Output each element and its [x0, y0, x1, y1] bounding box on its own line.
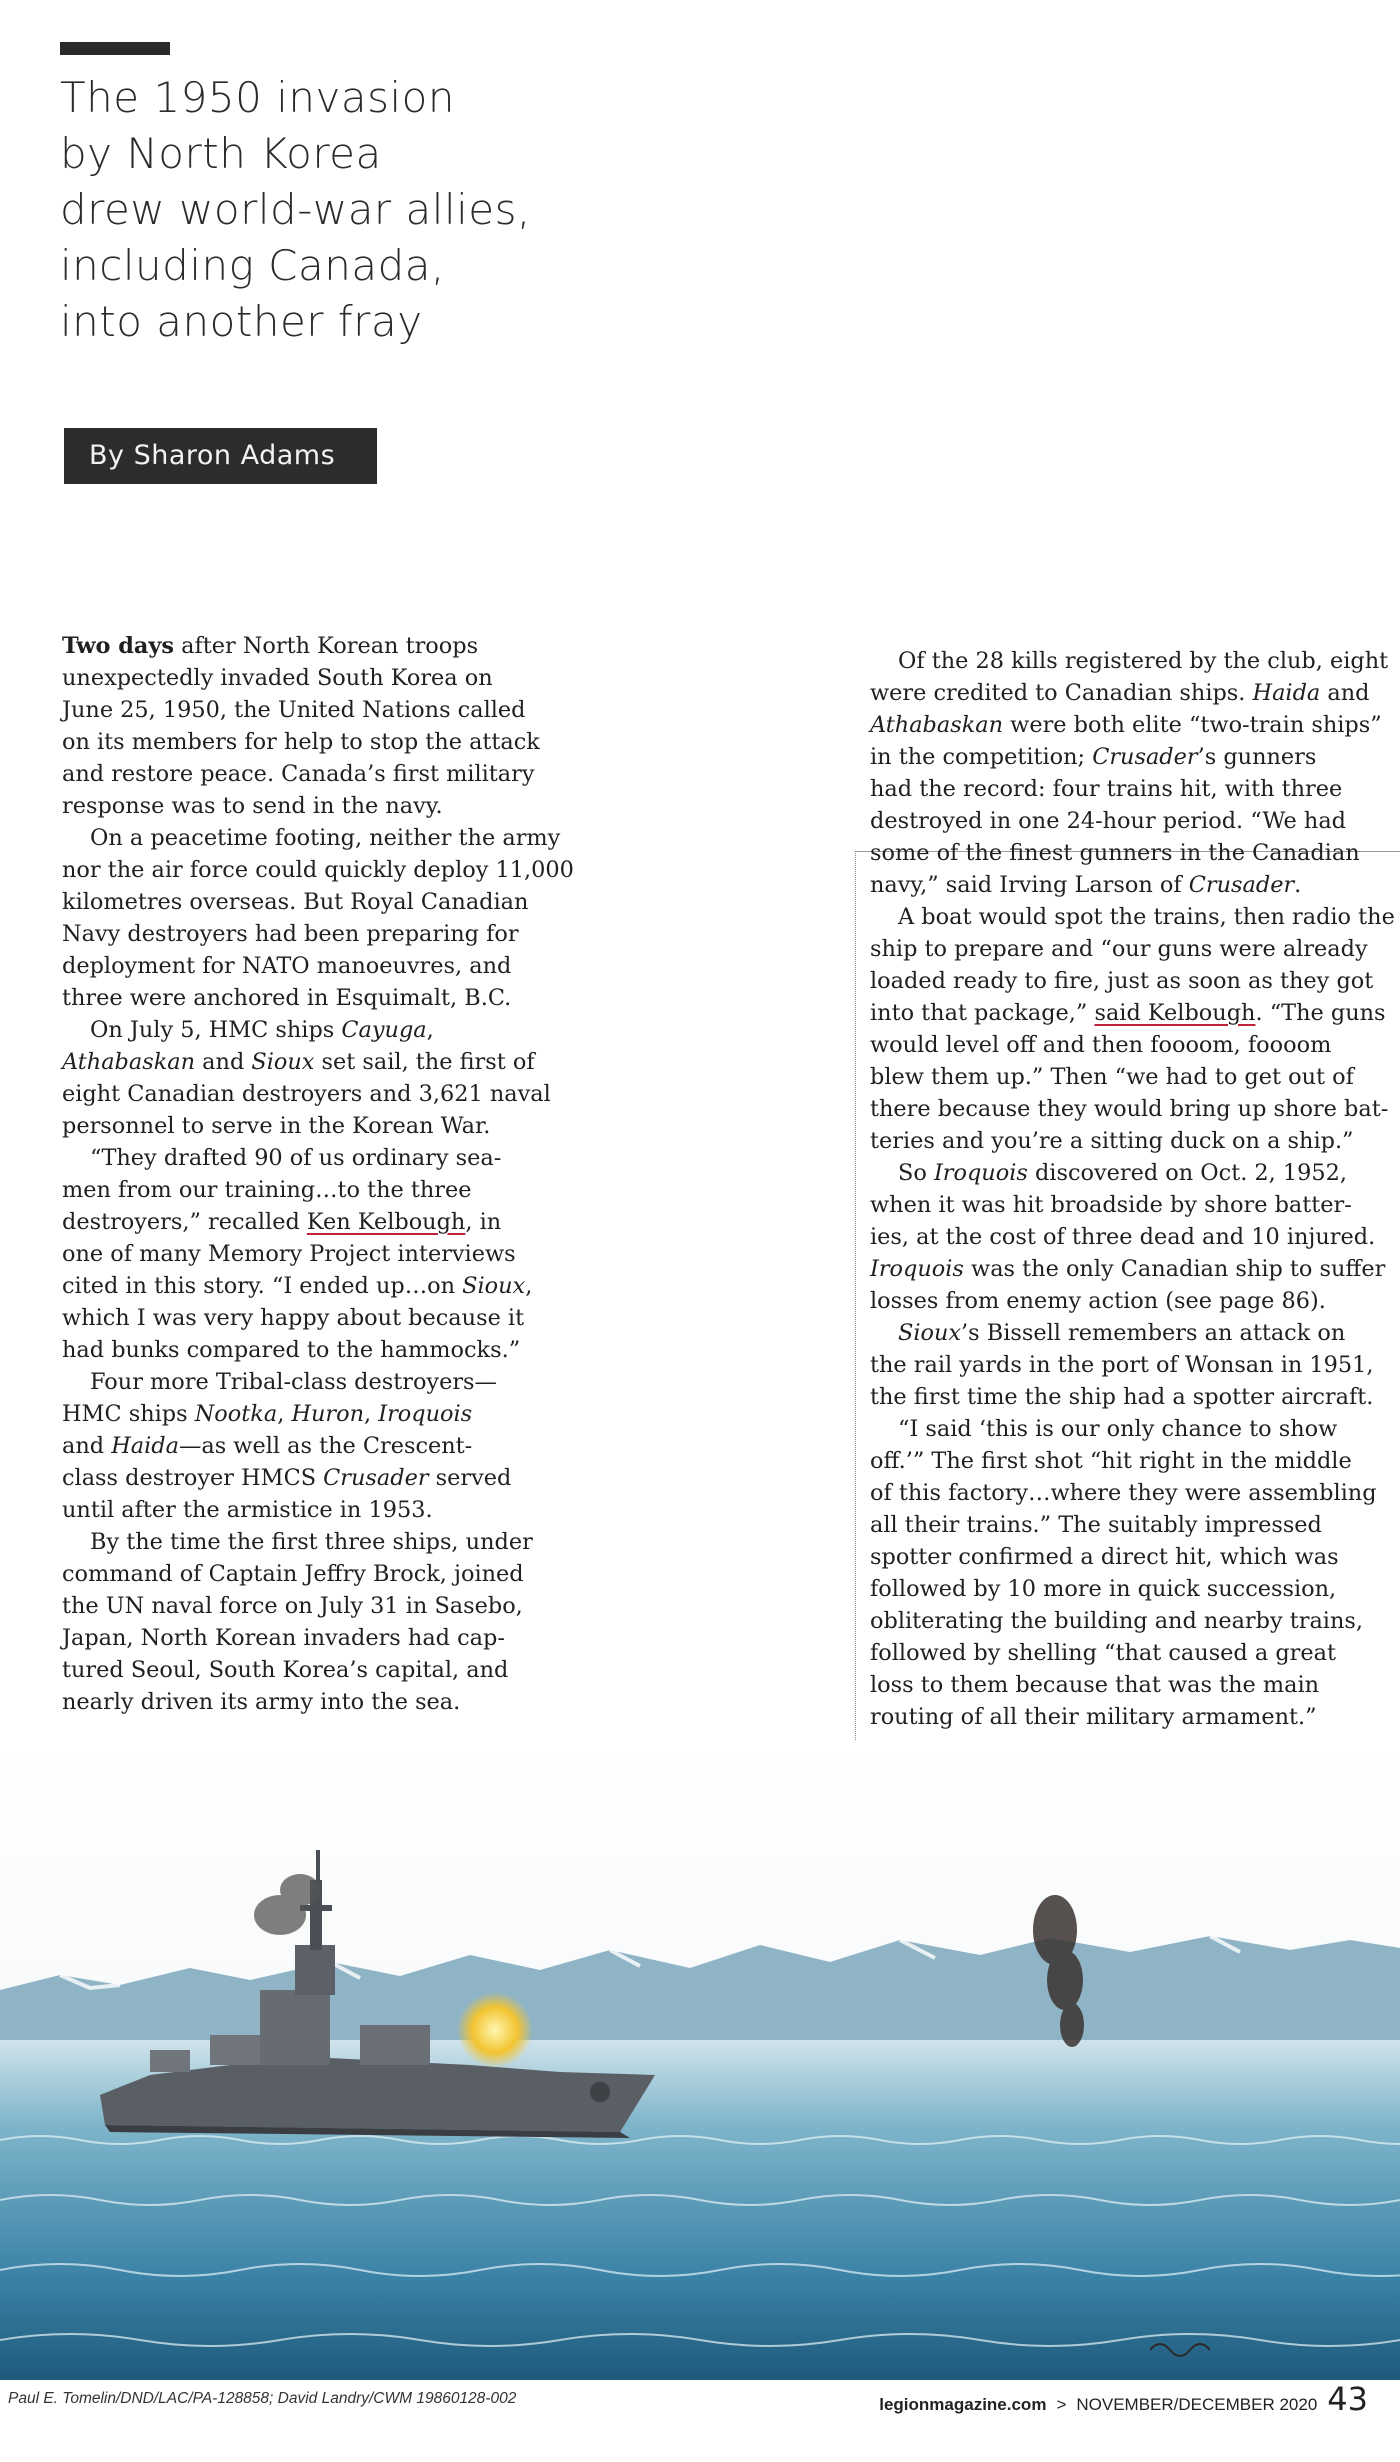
paragraph: Sioux’s Bissell remembers an attack on the rail yards in the port of Wonsan in 1951, the first time the ship had a spotter aircraft. [870, 1320, 1374, 1410]
website-url[interactable]: legionmagazine.com [879, 2395, 1047, 2414]
paragraph: “They drafted 90 of us ordinary sea- men from our training…to the three destroyers,” recalled Ken Kelbough, in one of many Memory Project interviews cited in this story. “I ended up…on Sioux, which I was very happy about because it had bunks compared to the hammocks.” [62, 1145, 533, 1363]
paragraph: A boat would spot the trains, then radio the ship to prepare and “our guns were already loaded ready to fire, just as soon as they got into that package,” said Kelbough. “The guns would level off and then foooom, foooom blew them up.” Then “we had to get out of there because they would bring up shore bat- teries and you’re a sitting duck on a ship.” [870, 904, 1395, 1154]
issue-date: NOVEMBER/DECEMBER 2020 [1076, 2395, 1318, 2414]
headline-line: including Canada, [60, 241, 445, 290]
paragraph: On July 5, HMC ships Cayuga, Athabaskan and Sioux set sail, the first of eight Canadian destroyers and 3,621 naval personnel to serve in the Korean War. [62, 1017, 551, 1139]
paragraph: On a peacetime footing, neither the army nor the air force could quickly deploy 11,000 kilometres overseas. But Royal Canadian Navy destroyers had been preparing for deployment for NATO manoeuvres, and three were anchored in Esquimalt, B.C. [62, 825, 574, 1011]
paragraph: Four more Tribal-class destroyers— HMC ships Nootka, Huron, Iroquois and Haida—as well as the Crescent- class destroyer HMCS Crusader served until after the armistice in 1953. [62, 1369, 512, 1523]
headline-line: by North Korea [60, 129, 382, 178]
headline-line: The 1950 invasion [60, 73, 455, 122]
muzzle-flash [457, 1992, 533, 2068]
underlined-name: Ken Kelbough [306, 1209, 466, 1235]
paragraph: “I said ‘this is our only chance to show off.’” The first shot “hit right in the middle of this factory…where they were assembling all their trains.” The suitably impressed spotter confirmed a direct hit, which was followed by 10 more in quick succession, obliterating the building and nearby trains, followed by shelling “that caused a great loss to them because that was the main routing of all their military armament.” [870, 1416, 1377, 1730]
underlined-name: said Kelbough [1094, 1000, 1256, 1026]
accent-bar [60, 42, 170, 55]
paragraph: So Iroquois discovered on Oct. 2, 1952, when it was hit broadside by shore batter- ies, at the cost of three dead and 10 injured. Iroquois was the only Canadian ship to suffer losses from enemy action (see page 86). [870, 1160, 1386, 1314]
paragraph: Of the 28 kills registered by the club, eight were credited to Canadian ships. Haida and Athabaskan were both elite “two-train ships” in the competition; Crusader’s gunners had the record: four trains hit, with three destroyed in one 24-hour period. “We had some of the finest gunners in the Canadian navy,” said Irving Larson of Crusader. [870, 648, 1389, 898]
page-number: 43 [1327, 2380, 1368, 2418]
page-footer [879, 2380, 1368, 2418]
headline-line: drew world-war allies, [60, 185, 531, 234]
headline [60, 70, 620, 350]
separator: > [1056, 2395, 1067, 2414]
destroyer-illustration [0, 1740, 1400, 2380]
article-column-1: Two days after North Korean troops unexpectedly invaded South Korea on June 25, 1950, the United Nations called on its members for help to stop the attack and restore peace. Canada’s first military response was to send in the navy. On a peacetime footing, neither the army nor the air force could quickly deploy 11,000 kilometres overseas. But Royal Canadian Navy destroyers had been preparing for deployment for NATO manoeuvres, and three were anchored in Esquimalt, B.C. On July 5, HMC ships Cayuga, Athabaskan and Sioux set sail, the first of eight Canadian destroyers and 3,621 naval personnel to serve in the Korean War. “They drafted 90 of us ordinary sea- men from our training…to the three destroyers,” recalled Ken Kelbough, in one of many Memory Project interviews cited in this story. “I ended up…on Sioux, which I was very happy about because it had bunks compared to the hammocks.” Four more Tribal-class destroyers— HMC ships Nootka, Huron, Iroquois and Haida—as well as the Crescent- class destroyer HMCS Crusader served until after the armistice in 1953. By the time the first three ships, under command of Captain Jeffry Brock, joined the UN naval force on July 31 in Sasebo, Japan, North Korean invaders had cap- tured Seoul, South Korea’s capital, and nearly driven its army into the sea. [62, 630, 582, 1718]
article-column-2 [870, 645, 1395, 1733]
column-divider [855, 851, 856, 1766]
byline: By Sharon Adams [64, 428, 377, 484]
photo-credit: Paul E. Tomelin/DND/LAC/PA-128858; David Landry/CWM 19860128-002 [8, 2390, 517, 2407]
paragraph: By the time the first three ships, under command of Captain Jeffry Brock, joined the UN naval force on July 31 in Sasebo, Japan, North Korean invaders had cap- tured Seoul, South Korea’s capital, and nearly driven its army into the sea. [62, 1529, 533, 1715]
headline-line: into another fray [60, 297, 423, 346]
